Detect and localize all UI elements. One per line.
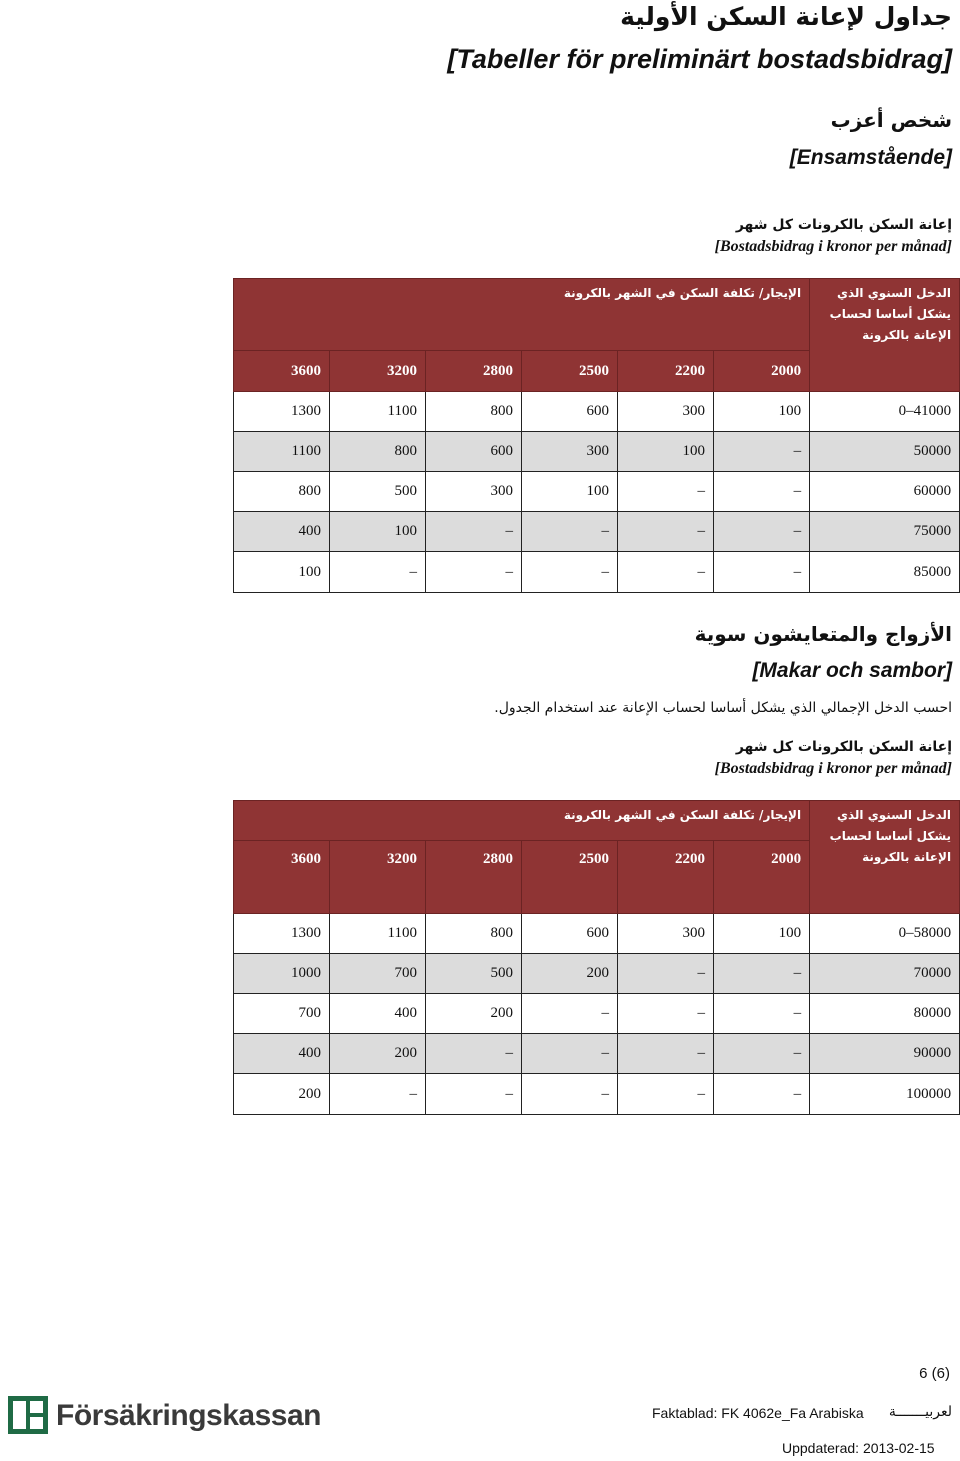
table-cell: – [618, 512, 714, 552]
table-cell: – [714, 512, 810, 552]
table-cell: 1000 [234, 954, 330, 994]
table-row [234, 1074, 960, 1115]
table-cell: 200 [330, 1034, 426, 1074]
single-income-label: الدخل السنوي الذي يشكل أساسا لحساب الإعانة بالكرونة [810, 279, 960, 392]
table-cell: 100 [330, 512, 426, 552]
table-cell: 300 [618, 392, 714, 432]
table-cell: 100 [618, 432, 714, 472]
table-row [234, 1034, 960, 1074]
table-cell: – [714, 472, 810, 512]
table-cell: – [618, 954, 714, 994]
table-cell: 300 [618, 914, 714, 954]
table-cell: 600 [522, 914, 618, 954]
table-cell: 800 [426, 392, 522, 432]
income-cell: 85000 [810, 552, 960, 593]
table-cell: – [618, 1074, 714, 1115]
table-cell: – [522, 994, 618, 1034]
table-cell: 1300 [234, 914, 330, 954]
couples-note: احسب الدخل الإجمالي الذي يشكل أساسا لحساب الإعانة عند استخدام الجدول. [494, 700, 952, 716]
rent-header: 2800 [426, 841, 522, 914]
income-cell: 0–41000 [810, 392, 960, 432]
table-cell: 100 [522, 472, 618, 512]
table-cell: – [618, 472, 714, 512]
rent-header: 3600 [234, 841, 330, 914]
logo-wordmark: Försäkringskassan [56, 1399, 321, 1432]
table-cell: – [522, 1034, 618, 1074]
table-cell: 700 [330, 954, 426, 994]
table-cell: – [714, 1074, 810, 1115]
single-rent-label: الإيجار/ تكلفة السكن في الشهر بالكرونة [234, 279, 810, 351]
table-cell: 800 [330, 432, 426, 472]
rent-header: 2500 [522, 351, 618, 392]
income-cell: 70000 [810, 954, 960, 994]
table-cell: – [714, 1034, 810, 1074]
table-cell: 400 [234, 1034, 330, 1074]
page-title-swedish: [Tabeller för preliminärt bostadsbidrag] [447, 44, 952, 74]
couples-rent-label: الإيجار/ تكلفة السكن في الشهر بالكرونة [234, 801, 810, 841]
table-row [234, 552, 960, 593]
table-cell: – [714, 954, 810, 994]
income-cell: 50000 [810, 432, 960, 472]
income-cell: 0–58000 [810, 914, 960, 954]
table-cell: – [330, 552, 426, 593]
income-cell: 60000 [810, 472, 960, 512]
couples-bidrag-table [233, 800, 960, 1115]
table-cell: – [522, 552, 618, 593]
rent-header: 2500 [522, 841, 618, 914]
page-title-arabic: جداول لإعانة السكن الأولية [620, 2, 952, 31]
table-row [234, 914, 960, 954]
table-cell: 600 [426, 432, 522, 472]
language-label: لعربيـــــــة [888, 1403, 952, 1419]
table-row [234, 512, 960, 552]
table-cell: – [330, 1074, 426, 1115]
table-cell: – [426, 552, 522, 593]
table-cell: 600 [522, 392, 618, 432]
table-cell: 100 [714, 392, 810, 432]
table-cell: 200 [234, 1074, 330, 1115]
table-row [234, 432, 960, 472]
single-caption-swedish: [Bostadsbidrag i kronor per månad] [714, 238, 952, 255]
rent-header: 2800 [426, 351, 522, 392]
couples-caption-arabic: إعانة السكن بالكرونات كل شهر [735, 739, 952, 755]
table-row [234, 472, 960, 512]
table-cell: 300 [522, 432, 618, 472]
table-cell: 400 [234, 512, 330, 552]
table-cell: – [618, 994, 714, 1034]
income-cell: 80000 [810, 994, 960, 1034]
rent-header: 2000 [714, 351, 810, 392]
income-cell: 75000 [810, 512, 960, 552]
table-cell: 100 [714, 914, 810, 954]
table-cell: – [426, 512, 522, 552]
rent-header: 2200 [618, 351, 714, 392]
table-cell: 500 [426, 954, 522, 994]
table-cell: 1100 [234, 432, 330, 472]
table-cell: – [714, 552, 810, 593]
table-row [234, 392, 960, 432]
table-cell: – [714, 432, 810, 472]
factsheet-id: Faktablad: FK 4062e_Fa Arabiska [652, 1405, 864, 1421]
couples-heading-arabic: الأزواج والمتعايشون سوية [694, 622, 952, 646]
table-cell: – [714, 994, 810, 1034]
couples-heading-swedish: [Makar och sambor] [752, 659, 952, 682]
table-cell: 700 [234, 994, 330, 1034]
table-cell: 200 [522, 954, 618, 994]
rent-header: 3200 [330, 351, 426, 392]
table-cell: 1300 [234, 392, 330, 432]
rent-header: 2200 [618, 841, 714, 914]
single-heading-swedish: [Ensamstående] [789, 146, 952, 169]
table-cell: – [618, 552, 714, 593]
table-cell: – [522, 1074, 618, 1115]
table-cell: – [426, 1034, 522, 1074]
updated-date: Uppdaterad: 2013-02-15 [782, 1440, 935, 1456]
table-cell: – [426, 1074, 522, 1115]
couples-caption-swedish: [Bostadsbidrag i kronor per månad] [714, 760, 952, 777]
rent-header: 2000 [714, 841, 810, 914]
table-row [234, 954, 960, 994]
forsakringskassan-logo-icon [8, 1396, 48, 1434]
table-row [234, 994, 960, 1034]
single-caption-arabic: إعانة السكن بالكرونات كل شهر [735, 217, 952, 233]
table-cell: 500 [330, 472, 426, 512]
page-number: 6 (6) [919, 1365, 950, 1382]
table-cell: 300 [426, 472, 522, 512]
income-cell: 90000 [810, 1034, 960, 1074]
table-cell: 100 [234, 552, 330, 593]
table-cell: 800 [234, 472, 330, 512]
table-cell: 1100 [330, 392, 426, 432]
table-cell: 800 [426, 914, 522, 954]
table-cell: 200 [426, 994, 522, 1034]
single-bidrag-table [233, 278, 960, 593]
income-cell: 100000 [810, 1074, 960, 1115]
table-cell: – [618, 1034, 714, 1074]
table-cell: – [522, 512, 618, 552]
rent-header: 3200 [330, 841, 426, 914]
single-heading-arabic: شخص أعزب [830, 108, 952, 132]
table-cell: 1100 [330, 914, 426, 954]
table-cell: 400 [330, 994, 426, 1034]
couples-income-label: الدخل السنوي الذي يشكل أساسا لحساب الإعانة بالكرونة [810, 801, 960, 914]
rent-header: 3600 [234, 351, 330, 392]
